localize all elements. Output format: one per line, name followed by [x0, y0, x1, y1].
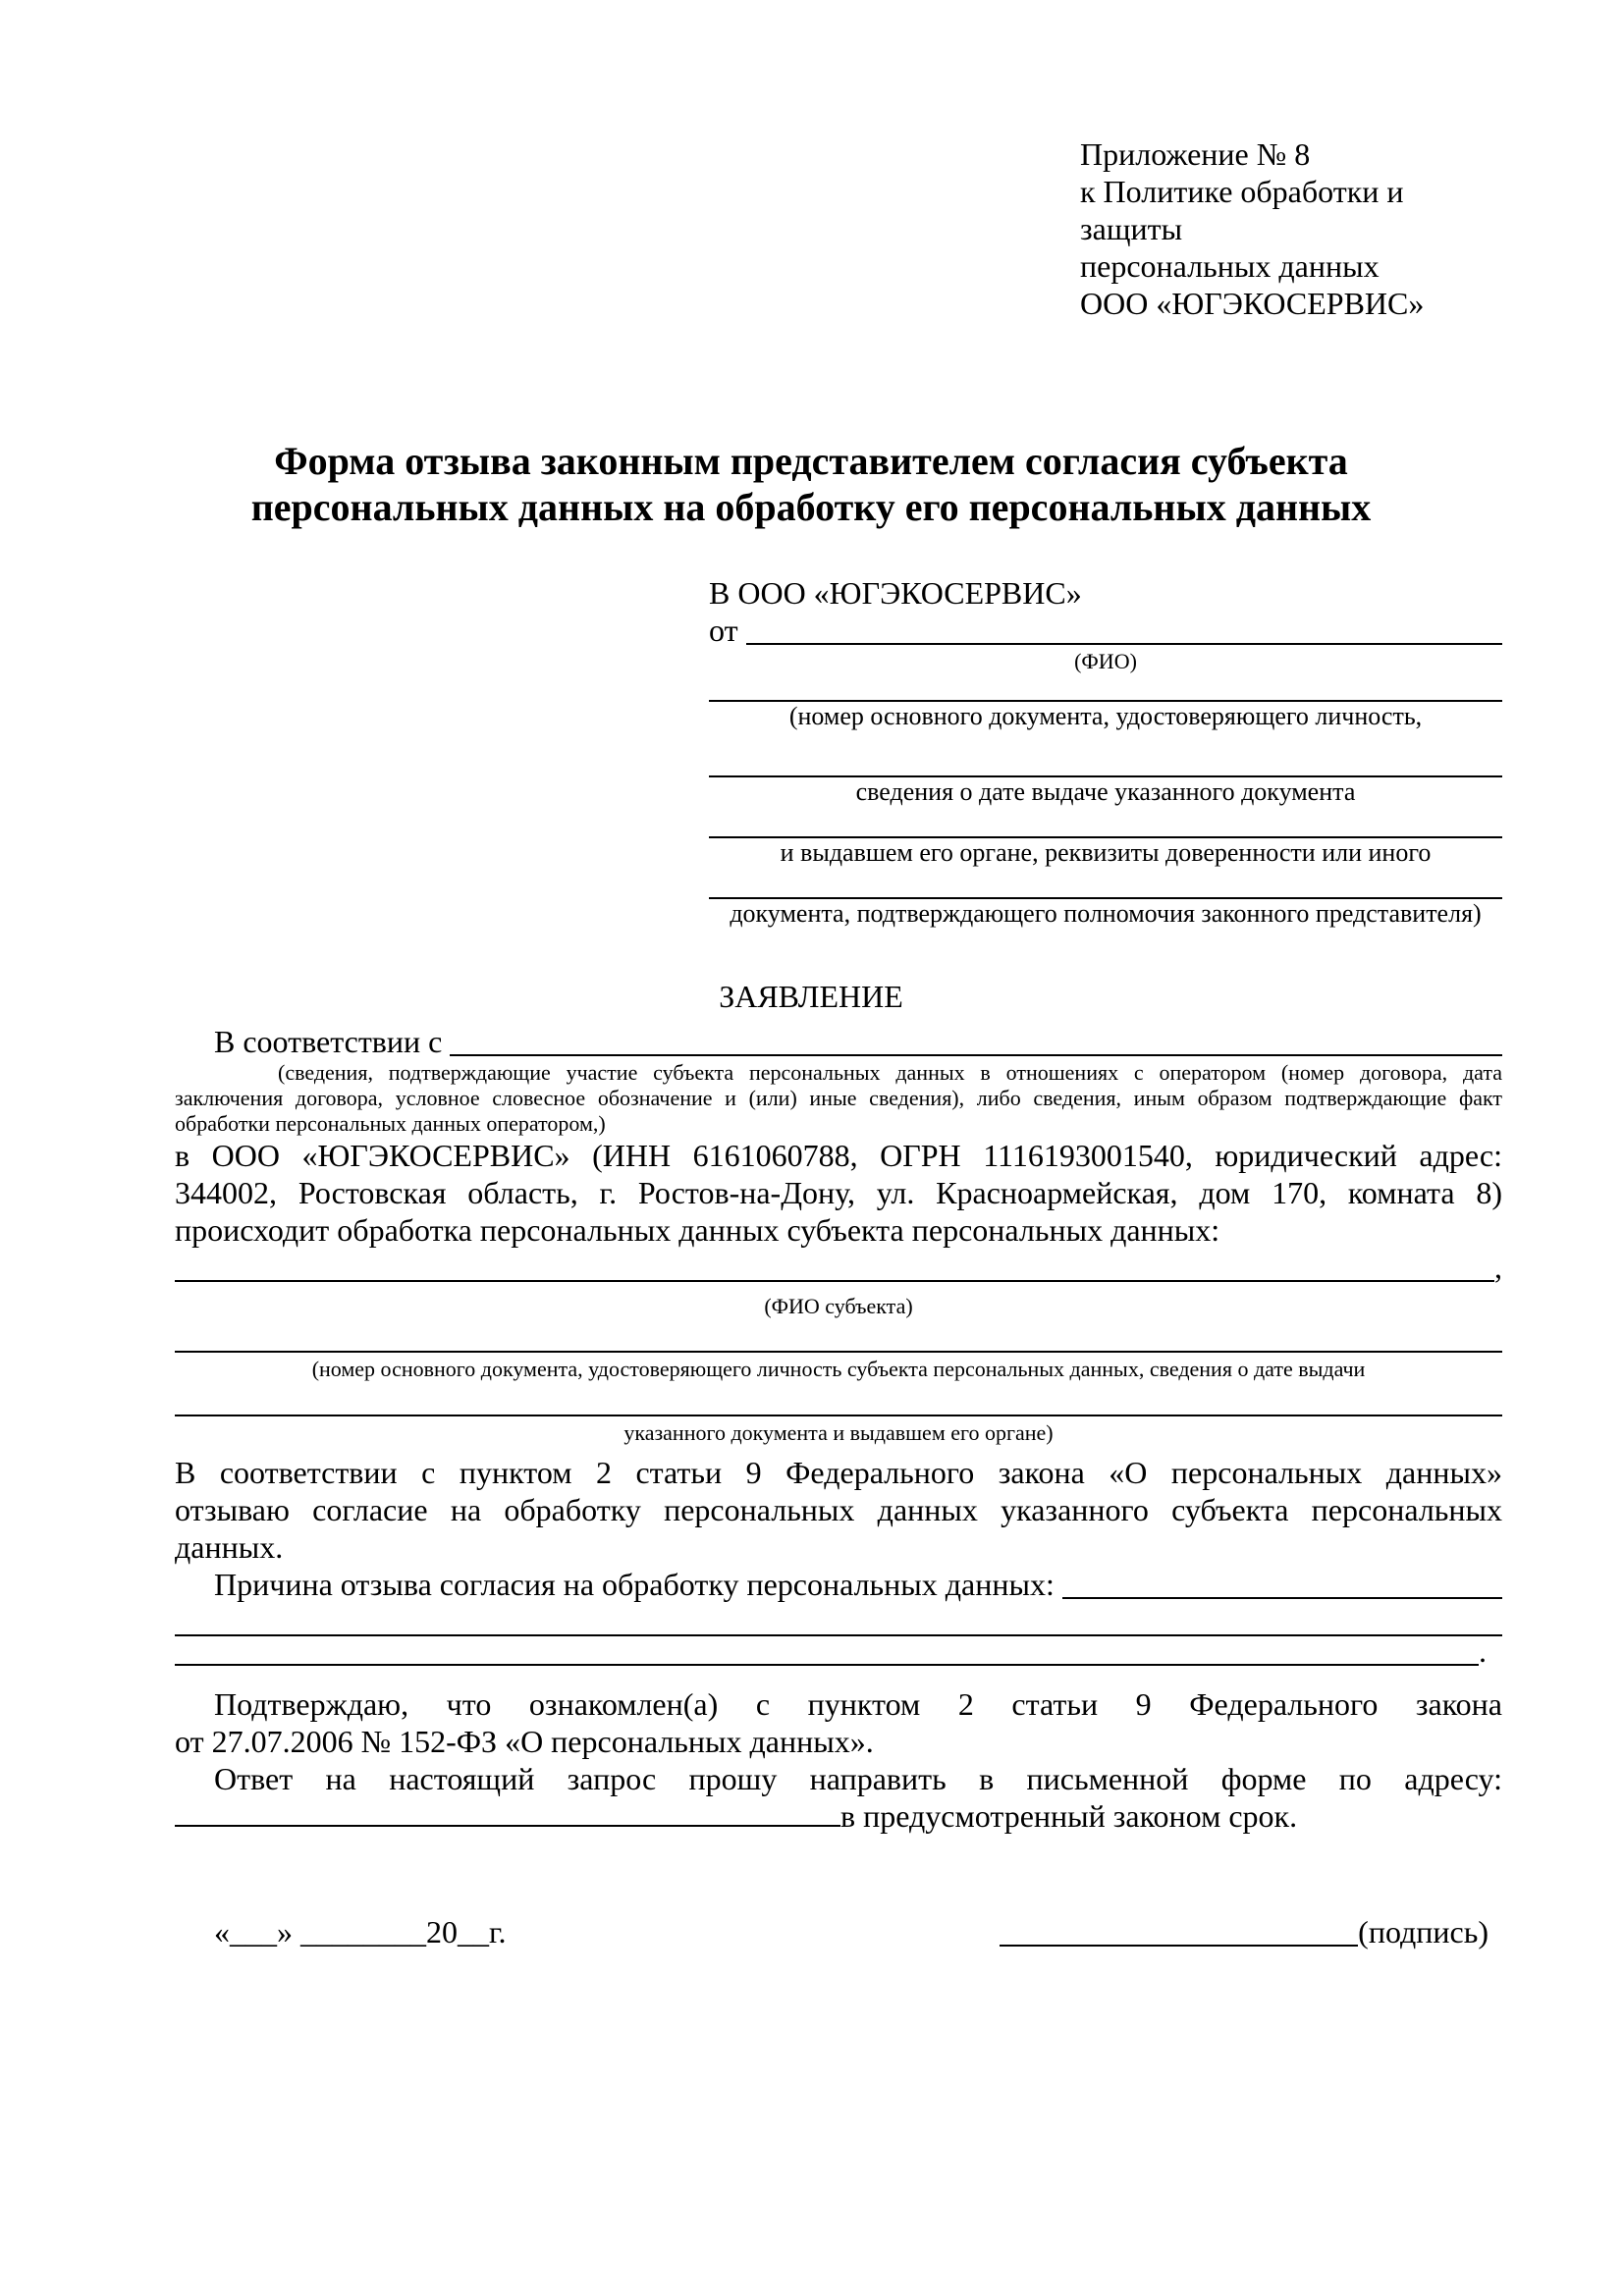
operator-line: в ООО «ЮГЭКОСЕРВИС» (ИНН 6161060788, ОГРН 1116193001540, юридический адрес: [175, 1138, 1502, 1173]
from-row [709, 612, 1502, 649]
doc-caption-3: и выдавшем его органе, реквизиты доверенности или иного [780, 838, 1432, 867]
reason-blank-line-3[interactable] [175, 1664, 1479, 1666]
reply-line-2 [175, 1797, 1502, 1835]
addressee-block [709, 574, 1502, 929]
subject-fio-caption: (ФИО субъекта) [764, 1294, 913, 1318]
subject-fio-row [175, 1249, 1502, 1286]
fio-caption: (ФИО) [1074, 649, 1137, 673]
withdraw-line: В соответствии с пунктом 2 статьи 9 Федерального закона «О персональных данных» [175, 1455, 1502, 1490]
subject-doc-caption-1: (номер основного документа, удостоверяющего личность субъекта персональных данных, сведения о дате выдачи [311, 1357, 1366, 1381]
note-paragraph [175, 1060, 1502, 1137]
reason-lead: Причина отзыва согласия на обработку персональных данных: [214, 1567, 1055, 1602]
operator-line: происходит обработка персональных данных субъекта персональных данных: [175, 1212, 1220, 1248]
footer-row [175, 1913, 1502, 1950]
reply-address-blank-line[interactable] [175, 1801, 840, 1827]
intro-row [175, 1023, 1502, 1060]
title-line: Форма отзыва законным представителем согласия субъекта [274, 439, 1348, 483]
reason-blank-line-2[interactable] [175, 1634, 1502, 1636]
withdraw-paragraph [175, 1454, 1502, 1566]
document-title [147, 438, 1475, 530]
withdraw-line: данных. [175, 1529, 284, 1565]
statement-heading: ЗАЯВЛЕНИЕ [719, 979, 903, 1014]
reply-suffix: в предусмотренный законом срок. [840, 1798, 1298, 1834]
representative-fio-blank-line[interactable] [746, 643, 1502, 645]
reply-paragraph [175, 1760, 1502, 1835]
subject-fio-trailing-comma: , [1494, 1250, 1502, 1285]
appendix-line: к Политике обработки и защиты [1080, 174, 1404, 246]
note-line: заключения договора, условное словесное обозначение и (или) иные сведения), либо сведения, иным образом подтверждающие факт [175, 1086, 1502, 1110]
doc-caption-4: документа, подтверждающего полномочия законного представителя) [730, 899, 1482, 928]
withdraw-line: отзываю согласие на обработку персональных данных указанного субъекта персональных [175, 1492, 1502, 1527]
confirm-line: Подтверждаю, что ознакомлен(а) с пунктом 2 статьи 9 Федерального закона [214, 1686, 1502, 1722]
date-blank-field[interactable]: «___» ________20__г. [214, 1914, 507, 1949]
signature-blank-line[interactable] [1000, 1945, 1358, 1947]
title-line: персональных данных на обработку его персональных данных [250, 485, 1372, 529]
doc-caption-1: (номер основного документа, удостоверяющего личность, [788, 702, 1423, 730]
note-line: (сведения, подтверждающие участие субъекта персональных данных в отношениях с оператором (номер договора, дата [278, 1060, 1502, 1085]
subject-doc-blank-line-1[interactable] [175, 1351, 1502, 1353]
doc-caption-2: сведения о дате выдаче указанного документа [855, 777, 1356, 806]
signature-group [1000, 1913, 1489, 1950]
appendix-line: Приложение № 8 [1080, 136, 1311, 172]
reason-blank-row-3 [175, 1633, 1502, 1670]
appendix-note [1080, 135, 1502, 322]
reply-line-1: Ответ на настоящий запрос прошу направить в письменной форме по адресу: [214, 1761, 1502, 1796]
note-line: обработки персональных данных оператором,) [175, 1111, 606, 1136]
operator-line: 344002, Ростовская область, г. Ростов-на-Дону, ул. Красноармейская, дом 170, комната 8) [175, 1175, 1502, 1210]
subject-doc-blank-line-2[interactable] [175, 1415, 1502, 1416]
confirm-paragraph [175, 1685, 1502, 1760]
basis-blank-line[interactable] [450, 1054, 1502, 1056]
subject-fio-blank-line[interactable] [175, 1280, 1494, 1282]
appendix-line: персональных данных [1080, 248, 1380, 284]
reason-blank-line[interactable] [1062, 1597, 1502, 1599]
confirm-line: от 27.07.2006 № 152-ФЗ «О персональных данных». [175, 1724, 874, 1759]
reason-row [175, 1566, 1502, 1603]
reason-trailing-period: . [1479, 1633, 1487, 1669]
from-label: от [709, 613, 738, 648]
subject-doc-caption-2: указанного документа и выдавшем его органе) [623, 1420, 1054, 1445]
addressee-organization: В ООО «ЮГЭКОСЕРВИС» [709, 575, 1082, 611]
intro-lead: В соответствии с [214, 1024, 443, 1059]
operator-paragraph [175, 1137, 1502, 1249]
signature-caption: (подпись) [1358, 1914, 1489, 1949]
appendix-line: ООО «ЮГЭКОСЕРВИС» [1080, 286, 1425, 321]
